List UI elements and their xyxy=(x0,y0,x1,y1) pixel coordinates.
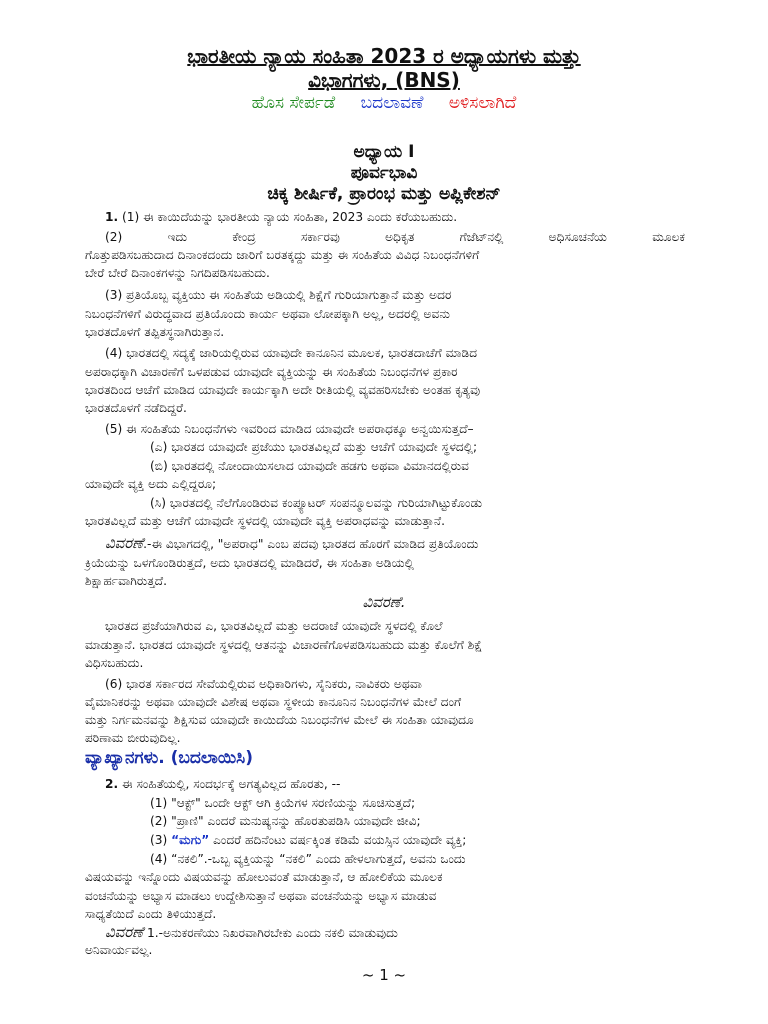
def-2-4-b: ವಿಷಯವನ್ನು ಇನ್ನೊಂದು ವಿಷಯವನ್ನು ಹೋಲುವಂತೆ ಮಾಡುತ್ತಾನೆ, ಆ ಹೋಲಿಕೆಯ ಮೂಲಕ xyxy=(85,870,443,884)
para-1-4-d: ಭಾರತದೊಳಗೆ ನಡೆದಿದ್ದರೆ. xyxy=(85,401,187,415)
illustration-b: ಮಾಡುತ್ತಾನೆ. ಭಾರತದ ಯಾವುದೇ ಸ್ಥಳದಲ್ಲಿ ಆತನನ್ನು ವಿಚಾರಣೆಗೊಳಪಡಿಸಬಹುದು ಮತ್ತು ಕೊಲೆಗೆ ಶಿಕ್ಷೆ xyxy=(85,638,483,652)
section-text: ಈ ಸಂಹಿತೆಯಲ್ಲಿ, ಸಂದರ್ಭಕ್ಕೆ ಅಗತ್ಯವಿಲ್ಲದ ಹೊರತು, -- xyxy=(122,777,341,791)
document-title-line1: ಭಾರತೀಯ ನ್ಯಾಯ ಸಂಹಿತಾ 2023 ರ ಅಧ್ಯಾಯಗಳು ಮತ್ತು xyxy=(187,44,581,68)
color-legend xyxy=(0,93,768,113)
definitions-heading: ವ್ಯಾಖ್ಯಾನಗಳು. (ಬದಲಾಯಿಸಿ) xyxy=(85,748,253,768)
illustration-a: ಭಾರತದ ಪ್ರಜೆಯಾಗಿರುವ ಎ, ಭಾರತವಿಲ್ಲದೆ ಮತ್ತು ಅದರಾಚೆ ಯಾವುದೇ ಸ್ಥಳದಲ್ಲಿ ಕೊಲೆ xyxy=(105,619,443,633)
section-number: 1. xyxy=(105,210,119,224)
def-2-4-d: ಸಾಧ್ಯತೆಯಿದೆ ಎಂದು ತಿಳಿಯುತ್ತದೆ. xyxy=(85,907,217,921)
chapter-name: ಪೂರ್ವಭಾವಿ xyxy=(350,163,418,183)
def-2-4-c: ವಂಚನೆಯನ್ನು ಅಭ್ಯಾಸ ಮಾಡಲು ಉದ್ದೇಶಿಸುತ್ತಾನೆ ಅಥವಾ ವಂಚನೆಯನ್ನು ಅಭ್ಯಾಸ ಮಾಡುವ xyxy=(85,889,437,903)
para-1-5-b2: ಯಾವುದೇ ವ್ಯಕ್ತಿ ಅದು ಎಲ್ಲಿದ್ದರೂ; xyxy=(85,477,217,491)
explanation-1-b: ಕ್ರಿಯೆಯನ್ನು ಒಳಗೊಂಡಿರುತ್ತದೆ, ಅದು ಭಾರತದಲ್ಲಿ ಮಾಡಿದರೆ, ಈ ಸಂಹಿತಾ ಅಡಿಯಲ್ಲಿ xyxy=(85,556,414,570)
legend-changed: ಬದಲಾವಣೆ xyxy=(360,93,424,113)
section-number: 2. xyxy=(105,777,119,791)
explanation-1-c: ಶಿಕ್ಷಾರ್ಹವಾಗಿರುತ್ತದೆ. xyxy=(85,574,167,588)
para-1-4-b: ಅಪರಾಧಕ್ಕಾಗಿ ವಿಚಾರಣೆಗೆ ಒಳಪಡುವ ಯಾವುದೇ ವ್ಯಕ್ತಿಯನ್ನು ಈ ಸಂಹಿತೆಯ ನಿಬಂಧನೆಗಳ ಪ್ರಕಾರ xyxy=(85,365,458,379)
para-1-5-c1: (ಸಿ) ಭಾರತದಲ್ಲಿ ನೆಲೆಗೊಂಡಿರುವ ಕಂಪ್ಯೂಟರ್ ಸಂಪನ್ಮೂಲವನ್ನು ಗುರಿಯಾಗಿಟ್ಟುಕೊಂಡು xyxy=(150,496,483,510)
section-text: (1) ಈ ಕಾಯಿದೆಯನ್ನು ಭಾರತೀಯ ನ್ಯಾಯ ಸಂಹಿತಾ, 2023 ಎಂದು ಕರೆಯಬಹುದು. xyxy=(122,210,458,224)
para-1-3-a: (3) ಪ್ರತಿಯೊಬ್ಬ ವ್ಯಕ್ತಿಯು ಈ ಸಂಹಿತೆಯ ಅಡಿಯಲ್ಲಿ ಶಿಕ್ಷೆಗೆ ಗುರಿಯಾಗುತ್ತಾನೆ ಮತ್ತು ಅದರ xyxy=(105,288,452,302)
explanation-label: ವಿವರಣೆ xyxy=(105,923,144,941)
legend-deleted: ಅಳಿಸಲಾಗಿದೆ xyxy=(448,93,517,113)
def-2-3-number: (3) xyxy=(150,833,172,847)
def-2-3 xyxy=(150,830,466,850)
explanation-text: .-ಈ ವಿಭಾಗದಲ್ಲಿ, "ಅಪರಾಧ" ಎಂಬ ಪದವು ಭಾರತದ ಹೊರಗೆ ಮಾಡಿದ ಪ್ರತಿಯೊಂದು xyxy=(143,537,479,551)
para-1-6-b: ವೈಮಾನಿಕರನ್ನು ಅಥವಾ ಯಾವುದೇ ವಿಶೇಷ ಅಥವಾ ಸ್ಥಳೀಯ ಕಾನೂನಿನ ನಿಬಂಧನೆಗಳ ಮೇಲೆ ದಂಗೆ xyxy=(85,695,462,709)
para-1-5-c2: ಭಾರತವಿಲ್ಲದೆ ಮತ್ತು ಆಚೆಗೆ ಯಾವುದೇ ಸ್ಥಳದಲ್ಲಿ ಯಾವುದೇ ವ್ಯಕ್ತಿ ಅಪರಾಧವನ್ನು ಮಾಡುತ್ತಾನೆ. xyxy=(85,514,446,528)
chapter-number: ಅಧ್ಯಾಯ I xyxy=(353,142,415,162)
illustration-heading xyxy=(0,592,768,613)
para-1-6-d: ಪರಿಣಾಮ ಬೀರುವುದಿಲ್ಲ. xyxy=(85,731,181,745)
illustration-label: ವಿವರಣೆ. xyxy=(362,593,406,611)
para-1-4-c: ಭಾರತದಿಂದ ಆಚೆಗೆ ಮಾಡಿದ ಯಾವುದೇ ಕಾರ್ಯಕ್ಕಾಗಿ ಅದೇ ರೀತಿಯಲ್ಲಿ ವ್ಯವಹರಿಸಬೇಕು ಅಂತಹ ಕೃತ್ಯವು xyxy=(85,383,481,397)
explanation-2-b: ಅನಿವಾರ್ಯವಲ್ಲ. xyxy=(85,943,153,957)
def-2-3-text: ಎಂದರೆ ಹದಿನೆಂಟು ವರ್ಷಕ್ಕಿಂತ ಕಡಿಮೆ ವಯಸ್ಸಿನ ಯಾವುದೇ ವ್ಯಕ್ತಿ; xyxy=(209,833,467,847)
def-2-2: (2) "ಪ್ರಾಣಿ" ಎಂದರೆ ಮನುಷ್ಯನನ್ನು ಹೊರತುಪಡಿಸಿ ಯಾವುದೇ ಜೀವಿ; xyxy=(150,814,421,828)
para-1-2-b: ಗೊತ್ತುಪಡಿಸಬಹುದಾದ ದಿನಾಂಕದಂದು ಜಾರಿಗೆ ಬರತಕ್ಕದ್ದು ಮತ್ತು ಈ ಸಂಹಿತೆಯ ವಿವಿಧ ನಿಬಂಧನೆಗಳಿಗೆ xyxy=(85,248,480,262)
para-1-6-c: ಮತ್ತು ನಿರ್ಗಮನವನ್ನು ಶಿಕ್ಷಿಸುವ ಯಾವುದೇ ಕಾಯಿದೆಯ ನಿಬಂಧನೆಗಳ ಮೇಲೆ ಈ ಸಂಹಿತಾ ಯಾವುದೂ xyxy=(85,713,474,727)
def-2-4-a: (4) “ನಕಲಿ”.-ಒಬ್ಬ ವ್ಯಕ್ತಿಯನ್ನು “ನಕಲಿ” ಎಂದು ಹೇಳಲಾಗುತ್ತದೆ, ಅವನು ಒಂದು xyxy=(150,852,466,866)
chapter-subtitle: ಚಿಕ್ಕ ಶೀರ್ಷಿಕೆ, ಪ್ರಾರಂಭ ಮತ್ತು ಅಪ್ಲಿಕೇಶನ್ xyxy=(267,184,501,204)
legend-new: ಹೊಸ ಸೇರ್ಪಡೆ xyxy=(251,93,336,113)
para-1-2-a: (2) ಇದು ಕೇಂದ್ರ ಸರ್ಕಾರವು ಅಧಿಕೃತ ಗೆಜೆಟ್‌ನಲ್ಲಿ ಅಧಿಸೂಚನೆಯ ಮೂಲಕ xyxy=(105,230,685,244)
para-1-2-c: ಬೇರೆ ಬೇರೆ ದಿನಾಂಕಗಳನ್ನು ನಿಗದಿಪಡಿಸಬಹುದು. xyxy=(85,266,270,280)
explanation-label: ವಿವರಣೆ xyxy=(105,534,144,552)
explanation-text: 1.-ಅನುಕರಣೆಯು ನಿಖರವಾಗಿರಬೇಕು ಎಂದು ನಕಲಿ ಮಾಡುವುದು xyxy=(143,926,398,940)
page-number: ~ 1 ~ xyxy=(361,966,407,984)
para-1-5-b1: (ಬಿ) ಭಾರತದಲ್ಲಿ ನೋಂದಾಯಿಸಲಾದ ಯಾವುದೇ ಹಡಗು ಅಥವಾ ವಿಮಾನದಲ್ಲಿರುವ xyxy=(150,459,469,473)
para-1-5-a: (ಎ) ಭಾರತದ ಯಾವುದೇ ಪ್ರಜೆಯು ಭಾರತವಿಲ್ಲದೆ ಮತ್ತು ಆಚೆಗೆ ಯಾವುದೇ ಸ್ಥಳದಲ್ಲಿ; xyxy=(150,440,478,454)
explanation-1 xyxy=(105,533,478,554)
para-1-5: (5) ಈ ಸಂಹಿತೆಯ ನಿಬಂಧನೆಗಳು ಇವರಿಂದ ಮಾಡಿದ ಯಾವುದೇ ಅಪರಾಧಕ್ಕೂ ಅನ್ವಯಿಸುತ್ತದೆ– xyxy=(105,422,474,436)
document-title-line2: ವಿಭಾಗಗಳು, (BNS) xyxy=(308,68,460,92)
section-2 xyxy=(105,774,340,794)
section-1-1 xyxy=(105,207,457,227)
def-2-3-term: “ಮಗು” xyxy=(171,833,210,847)
para-1-3-c: ಭಾರತದೊಳಗೆ ತಪ್ಪಿತಸ್ಥನಾಗಿರುತ್ತಾನ. xyxy=(85,325,225,339)
para-1-6-a: (6) ಭಾರತ ಸರ್ಕಾರದ ಸೇವೆಯಲ್ಲಿರುವ ಅಧಿಕಾರಿಗಳು, ಸೈನಿಕರು, ನಾವಿಕರು ಅಥವಾ xyxy=(105,677,422,691)
para-1-3-b: ನಿಬಂಧನೆಗಳಿಗೆ ವಿರುದ್ಧವಾದ ಪ್ರತಿಯೊಂದು ಕಾರ್ಯ ಅಥವಾ ಲೋಪಕ್ಕಾಗಿ ಅಲ್ಲ, ಅದರಲ್ಲಿ ಅವನು xyxy=(85,307,451,321)
illustration-c: ವಿಧಿಸಬಹುದು. xyxy=(85,656,144,670)
def-2-1: (1) "ಆಕ್ಟ್" ಒಂದೇ ಆಕ್ಟ್ ಆಗಿ ಕ್ರಿಯೆಗಳ ಸರಣಿಯನ್ನು ಸೂಚಿಸುತ್ತದೆ; xyxy=(150,796,416,810)
para-1-4-a: (4) ಭಾರತದಲ್ಲಿ ಸದ್ಯಕ್ಕೆ ಜಾರಿಯಲ್ಲಿರುವ ಯಾವುದೇ ಕಾನೂನಿನ ಮೂಲಕ, ಭಾರತದಾಚೆಗೆ ಮಾಡಿದ xyxy=(105,346,478,360)
